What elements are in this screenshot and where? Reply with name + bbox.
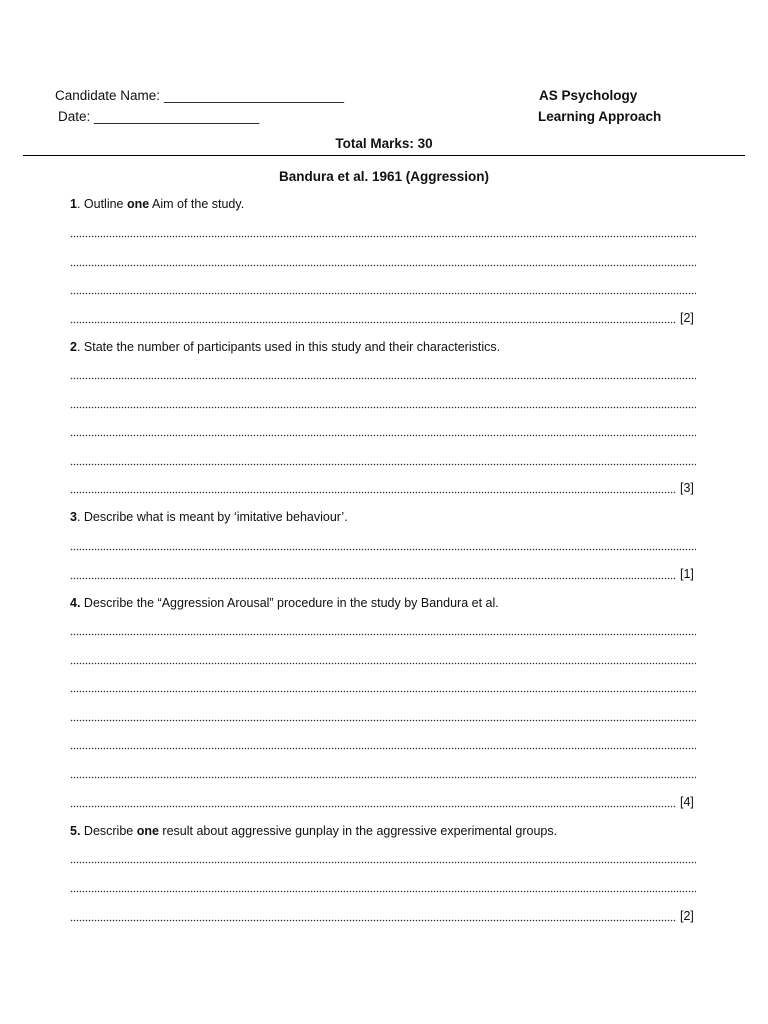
answer-line[interactable] (70, 463, 696, 466)
answer-line[interactable] (70, 235, 696, 238)
answer-line[interactable] (70, 577, 676, 580)
marks-label: [2] (680, 909, 694, 923)
answer-line[interactable] (70, 633, 696, 636)
question-5: 5. Describe one result about aggressive gunplay in the aggressive experimental groups. (70, 824, 558, 838)
candidate-name-line[interactable] (55, 88, 344, 103)
date-label: Date: (58, 109, 91, 124)
question-number: 1 (70, 197, 77, 211)
marks-label: [1] (680, 567, 694, 581)
answer-line[interactable] (70, 377, 696, 380)
question-number: 2 (70, 340, 77, 354)
answer-line[interactable] (70, 890, 696, 893)
answer-line[interactable] (70, 321, 676, 324)
marks-label: [2] (680, 311, 694, 325)
question-2: 2. State the number of participants used in this study and their characteristics. (70, 340, 501, 354)
marks-label: [3] (680, 481, 694, 495)
answer-line[interactable] (70, 548, 696, 551)
answer-line[interactable] (70, 805, 676, 808)
answer-line[interactable] (70, 719, 696, 722)
question-1: 1. Outline one Aim of the study. (70, 197, 245, 211)
study-title: Bandura et al. 1961 (Aggression) (278, 169, 490, 184)
topic-title: Learning Approach (538, 109, 662, 124)
subject-title: AS Psychology (539, 88, 638, 103)
answer-line[interactable] (70, 662, 696, 665)
question-number: 5. (70, 824, 81, 838)
answer-line[interactable] (70, 919, 676, 922)
answer-line[interactable] (70, 264, 696, 267)
answer-line[interactable] (70, 861, 696, 864)
answer-line[interactable] (70, 292, 696, 295)
answer-line[interactable] (70, 406, 696, 409)
date-line[interactable] (58, 109, 259, 124)
answer-line[interactable] (70, 491, 676, 494)
marks-label: [4] (680, 795, 694, 809)
answer-line[interactable] (70, 747, 696, 750)
total-marks: Total Marks: 30 (335, 136, 433, 151)
answer-line[interactable] (70, 434, 696, 437)
header-divider (23, 155, 745, 156)
date-blank[interactable]: ______________________ (94, 109, 260, 124)
candidate-name-label: Candidate Name: (55, 88, 161, 103)
answer-line[interactable] (70, 776, 696, 779)
answer-line[interactable] (70, 690, 696, 693)
question-number: 4. (70, 596, 81, 610)
candidate-name-blank[interactable]: ________________________ (163, 88, 345, 103)
question-3: 3. Describe what is meant by ‘imitative behaviour’. (70, 510, 348, 524)
question-4: 4. Describe the “Aggression Arousal” procedure in the study by Bandura et al. (70, 596, 499, 610)
question-number: 3 (70, 510, 77, 524)
